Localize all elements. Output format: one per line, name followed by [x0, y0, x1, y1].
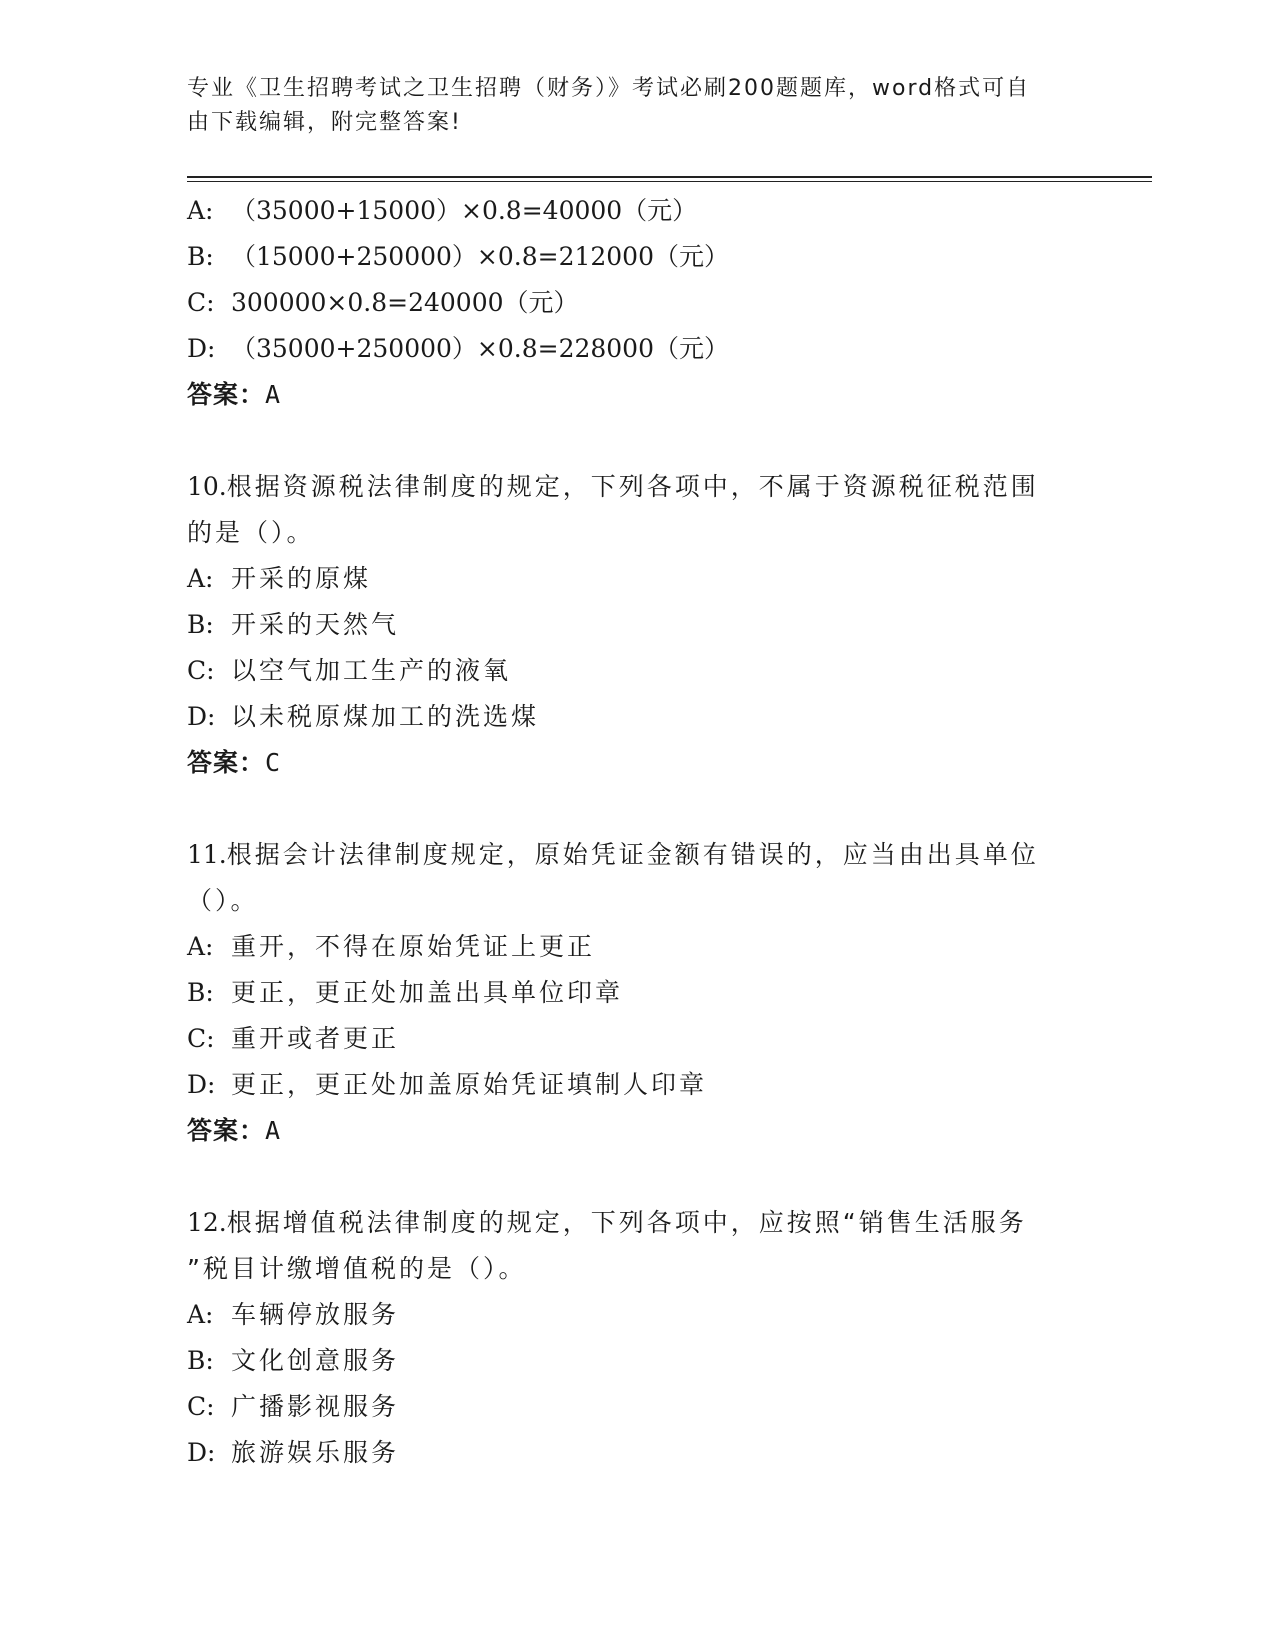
answer-label: 答案：	[187, 1116, 266, 1145]
option-text: 开采的天然气	[231, 610, 400, 639]
document-header	[187, 72, 1067, 140]
option-key: C:	[187, 288, 215, 317]
option-text: 以空气加工生产的液氧	[231, 656, 512, 685]
option-d	[187, 1062, 1087, 1108]
question-number: 10.	[187, 472, 227, 501]
option-key: C:	[187, 1392, 215, 1421]
stem-line-2: ”税目计缴增值税的是（）。	[187, 1254, 527, 1283]
header-line-2: 由下载编辑，附完整答案!	[187, 110, 462, 135]
question-number: 11.	[187, 840, 227, 869]
option-a	[187, 924, 1087, 970]
question-list	[187, 188, 1087, 1476]
option-text: 广播影视服务	[231, 1392, 400, 1421]
option-key: B:	[187, 610, 214, 639]
question-11	[187, 832, 1087, 1154]
answer-line	[187, 740, 1087, 786]
option-d	[187, 694, 1087, 740]
option-key: D:	[187, 1070, 216, 1099]
option-key: A:	[187, 564, 214, 593]
answer-value: A	[265, 1116, 284, 1145]
option-d	[187, 1430, 1087, 1476]
answer-label: 答案：	[187, 380, 266, 409]
option-key: C:	[187, 1024, 215, 1053]
answer-value: A	[265, 380, 284, 409]
option-a	[187, 1292, 1087, 1338]
option-text: 开采的原煤	[231, 564, 372, 593]
option-key: A:	[187, 932, 214, 961]
option-a	[187, 556, 1087, 602]
option-b	[187, 970, 1087, 1016]
question-12	[187, 1200, 1087, 1476]
option-b	[187, 234, 1087, 280]
question-stem	[187, 1200, 1067, 1292]
stem-line-2: 的是（）。	[187, 518, 315, 547]
option-c	[187, 1384, 1087, 1430]
option-key: D:	[187, 702, 216, 731]
option-text: （35000+15000）×0.8=40000（元）	[231, 196, 698, 225]
option-key: B:	[187, 242, 214, 271]
question-stem	[187, 832, 1067, 924]
question-10	[187, 464, 1087, 786]
option-c	[187, 648, 1087, 694]
option-b	[187, 602, 1087, 648]
answer-label: 答案：	[187, 748, 266, 777]
option-key: B:	[187, 1346, 214, 1375]
option-text: 更正，更正处加盖原始凭证填制人印章	[231, 1070, 708, 1099]
question-number: 12.	[187, 1208, 227, 1237]
answer-value: C	[265, 748, 284, 777]
option-text: 重开，不得在原始凭证上更正	[231, 932, 596, 961]
option-key: D:	[187, 334, 216, 363]
option-a	[187, 188, 1087, 234]
answer-line	[187, 372, 1087, 418]
option-text: 300000×0.8=240000（元）	[231, 288, 579, 317]
option-text: （15000+250000）×0.8=212000（元）	[231, 242, 729, 271]
prev-question-block	[187, 188, 1087, 418]
option-c	[187, 280, 1087, 326]
header-line-1: 专业《卫生招聘考试之卫生招聘（财务）》考试必刷200题题库，word格式可自	[187, 76, 1031, 101]
option-key: B:	[187, 978, 214, 1007]
header-rule-thick	[187, 176, 1152, 178]
option-text: 以未税原煤加工的洗选煤	[231, 702, 540, 731]
option-key: C:	[187, 656, 215, 685]
option-text: 旅游娱乐服务	[231, 1438, 400, 1467]
option-text: （35000+250000）×0.8=228000（元）	[231, 334, 729, 363]
option-c	[187, 1016, 1087, 1062]
stem-line-1: 根据资源税法律制度的规定，下列各项中，不属于资源税征税范围	[226, 472, 1039, 501]
option-key: A:	[187, 196, 214, 225]
stem-line-1: 根据增值税法律制度的规定，下列各项中，应按照“销售生活服务	[226, 1208, 1027, 1237]
option-text: 重开或者更正	[231, 1024, 400, 1053]
option-text: 车辆停放服务	[231, 1300, 400, 1329]
stem-line-2: （）。	[187, 886, 259, 915]
question-stem	[187, 464, 1067, 556]
option-text: 更正，更正处加盖出具单位印章	[231, 978, 624, 1007]
option-key: A:	[187, 1300, 214, 1329]
stem-line-1: 根据会计法律制度规定，原始凭证金额有错误的，应当由出具单位	[226, 840, 1039, 869]
answer-line	[187, 1108, 1087, 1154]
option-b	[187, 1338, 1087, 1384]
header-rule-thin	[187, 181, 1152, 182]
option-key: D:	[187, 1438, 216, 1467]
option-d	[187, 326, 1087, 372]
option-text: 文化创意服务	[231, 1346, 400, 1375]
